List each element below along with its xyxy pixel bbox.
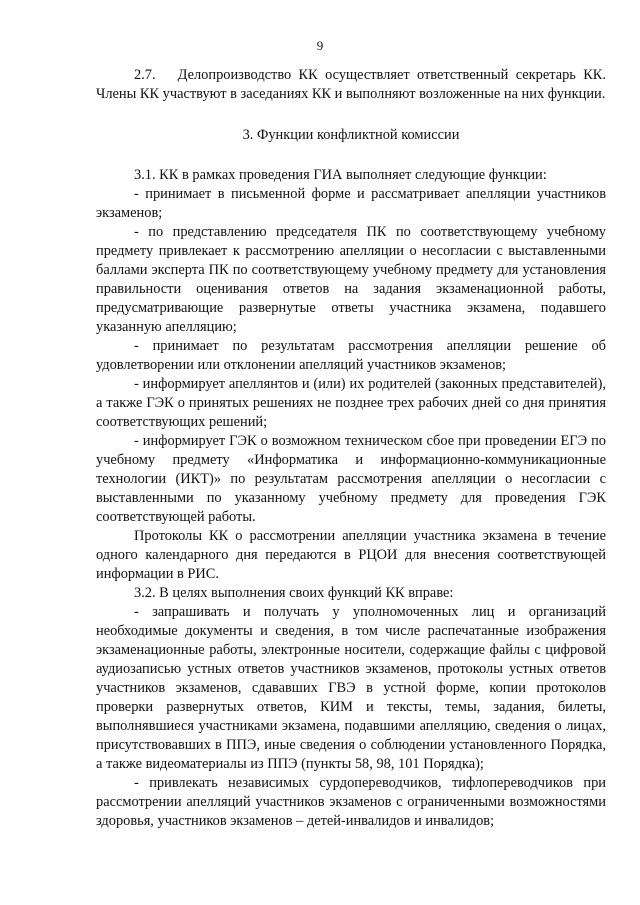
right-item-2: - привлекать независимых сурдопереводчиков, тифлопереводчиков при рассмотрении апелляций участников экзаменов с ограниченными возможностями здоровья, участников экзаменов – детей-инвалидов и инвалидов; (96, 775, 606, 829)
right-item-1: - запрашивать и получать у уполномоченных лиц и организаций необходимые документы и сведения, в том числе распечатанные изображения экзаменационные работы, электронные носители, содержащие файлы с цифровой аудиозаписью устных ответов участников экзаменов, протоколы устных ответов участников экзаменов, сдававших ГВЭ в устной форме, копии протоколов проверки развернутых ответов, КИМ и тексты, темы, задания, билеты, выполнявшиеся участниками экзамена, подавшими апелляцию, сведения о лицах, присутствовавших в ППЭ, иные сведения о соблюдении установленного Порядка, а также видеоматериалы из ППЭ (пункты 58, 98, 101 Порядка); (96, 604, 606, 772)
document-body (96, 66, 606, 831)
section-heading: 3. Функции конфликтной комиссии (242, 127, 460, 143)
function-item-1: - принимает в письменной форме и рассматривает апелляции участников экзаменов; (96, 186, 606, 221)
function-item-5: - информирует ГЭК о возможном техническом сбое при проведении ЕГЭ по учебному предмету «Информатика и информационно-коммуникационные технологии (ИКТ)» по результатам рассмотрения апелляции о несогласии с выставленными по указанному учебному предмету для проведения ГЭК соответствующей работы. (96, 433, 606, 525)
page-number: 9 (316, 38, 324, 53)
protocols-paragraph: Протоколы КК о рассмотрении апелляции участника экзамена в течение одного календарного дня передаются в РЦОИ для внесения соответствующей информации в РИС. (96, 528, 606, 582)
paragraph-2-7: 2.7. Делопроизводство КК осуществляет ответственный секретарь КК. Члены КК участвуют в заседаниях КК и выполняют возложенные на них функции. (96, 67, 606, 102)
function-item-2: - по представлению председателя ПК по соответствующему учебному предмету привлекает к рассмотрению апелляции о несогласии с выставленными баллами эксперта ПК по соответствующему учебному предмету для установления правильности оценивания ответов на задания экзаменационной работы, предусматривающие развернутые ответы участника экзамена, подавшего указанную апелляцию; (96, 224, 606, 335)
function-item-4: - информирует апеллянтов и (или) их родителей (законных представителей), а также ГЭК о принятых решениях не позднее трех рабочих дней со дня принятия соответствующих решений; (96, 376, 606, 430)
paragraph-3-1: 3.1. КК в рамках проведения ГИА выполняет следующие функции: (134, 167, 547, 183)
paragraph-3-2: 3.2. В целях выполнения своих функций КК вправе: (134, 585, 454, 601)
function-item-3: - принимает по результатам рассмотрения апелляции решение об удовлетворении или отклонении апелляций участников экзаменов; (96, 338, 606, 373)
